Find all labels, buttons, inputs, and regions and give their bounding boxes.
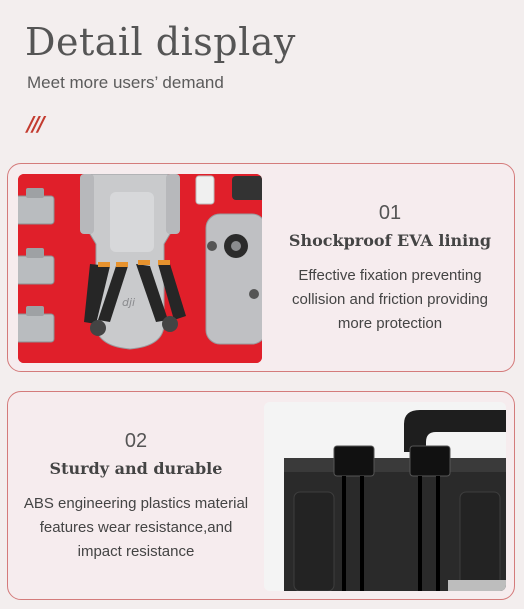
feature-description-line: features wear resistance,and bbox=[39, 518, 233, 536]
feature-heading: Shockproof EVA lining bbox=[288, 230, 492, 250]
feature-description-line: Effective fixation preventing bbox=[298, 266, 482, 284]
feature-number: 01 bbox=[378, 201, 402, 224]
feature-description bbox=[292, 264, 488, 336]
feature-heading: Sturdy and durable bbox=[49, 458, 223, 478]
feature-description-line: more protection bbox=[337, 314, 443, 332]
eva-lining-photo bbox=[18, 174, 262, 363]
black-case-illustration bbox=[264, 402, 506, 591]
feature-1-text bbox=[270, 164, 510, 373]
page-subtitle: Meet more users’ demand bbox=[27, 73, 224, 92]
feature-number: 02 bbox=[124, 429, 148, 452]
feature-description bbox=[24, 492, 248, 564]
feature-2-text bbox=[14, 392, 258, 601]
drone-in-case-illustration bbox=[18, 174, 262, 363]
dji-logo-text: dji bbox=[122, 296, 136, 309]
feature-description-line: ABS engineering plastics material bbox=[23, 494, 249, 512]
accent-mark: /// bbox=[27, 112, 43, 136]
hard-case-photo bbox=[264, 402, 506, 591]
feature-description-line: collision and friction providing bbox=[292, 290, 488, 308]
feature-card-1 bbox=[7, 163, 515, 372]
feature-description-line: impact resistance bbox=[77, 542, 195, 560]
feature-card-2 bbox=[7, 391, 515, 600]
page-title: Detail display bbox=[25, 20, 296, 64]
